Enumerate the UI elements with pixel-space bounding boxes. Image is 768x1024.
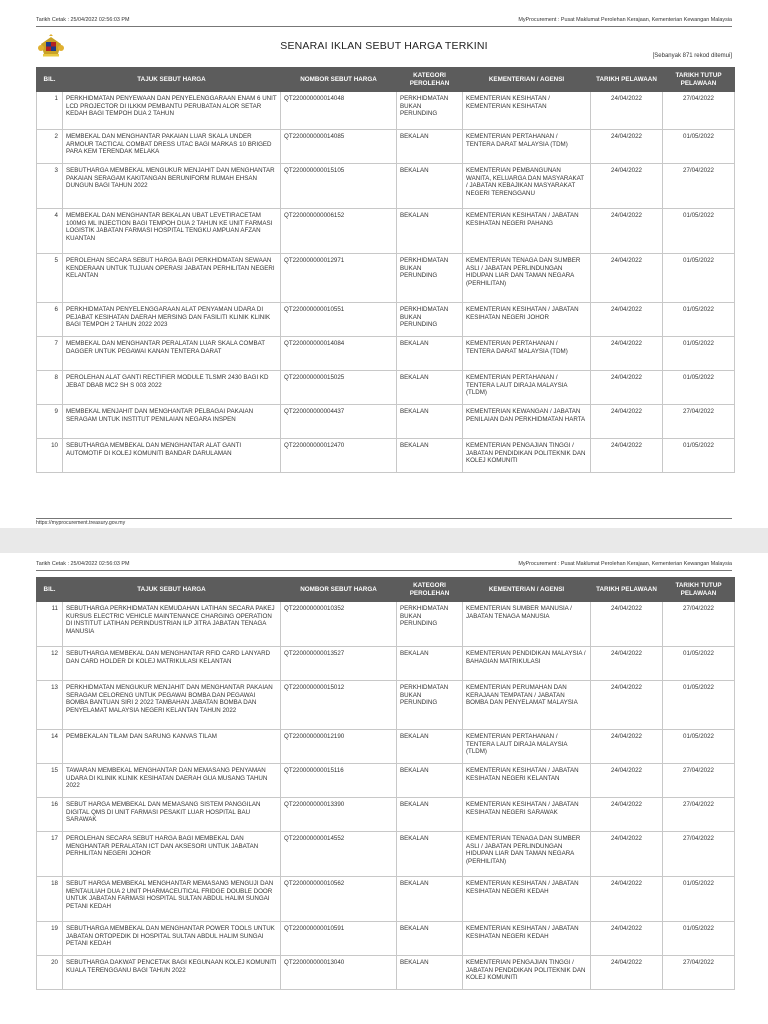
cell-tarikh-tutup: 01/05/2022 [663,877,735,922]
cell-tarikh-tutup: 27/04/2022 [663,798,735,832]
table-body [37,92,735,473]
cell-nombor: QT220000000004437 [281,405,397,439]
cell-tarikh-tutup: 01/05/2022 [663,371,735,405]
cell-kategori: PERKHIDMATAN BUKAN PERUNDING [397,303,463,337]
cell-tajuk: MEMBEKAL DAN MENGHANTAR BEKALAN UBAT LEVETIRACETAM 100MG ML INJECTION BAGI TEMPOH DUA 2 TAHUN KE UNIT FARMASI LOGISTIK JABATAN FARMASI HOSPITAL TENGKU AMPUAN AFZAN KUANTAN [63,209,281,254]
table-row [37,647,735,681]
table-body [37,602,735,990]
cell-kategori: BEKALAN [397,164,463,209]
print-source: MyProcurement : Pusat Maklumat Perolehan Kerajaan, Kementerian Kewangan Malaysia [518,561,732,567]
cell-tajuk: PEROLEHAN SECARA SEBUT HARGA BAGI PERKHIDMATAN SEWAAN KENDERAAN UNTUK TUJUAN OPERASI JABATAN PERHILITAN NEGERI KELANTAN [63,254,281,303]
table-row [37,439,735,473]
col-header-kategori: KATEGORI PEROLEHAN [397,68,463,92]
cell-kementerian: KEMENTERIAN PERTAHANAN / TENTERA LAUT DIRAJA MALAYSIA (TLDM) [463,371,591,405]
cell-tajuk: PEMBEKALAN TILAM DAN SARUNG KANVAS TILAM [63,730,281,764]
cell-tarikh-tutup: 27/04/2022 [663,832,735,877]
col-header-bil: BIL. [37,68,63,92]
cell-nombor: QT220000000010562 [281,877,397,922]
cell-kementerian: KEMENTERIAN KESIHATAN / KEMENTERIAN KESIHATAN [463,92,591,130]
cell-kementerian: KEMENTERIAN KESIHATAN / JABATAN KESIHATAN NEGERI KEDAH [463,877,591,922]
table-header-row [37,68,735,92]
cell-bil: 7 [37,337,63,371]
cell-tajuk: MEMBEKAL MENJAHIT DAN MENGHANTAR PELBAGAI PAKAIAN SERAGAM UNTUK INSTITUT PENILAIAN NEGARA INSPEN [63,405,281,439]
cell-nombor: QT220000000013040 [281,956,397,990]
cell-kategori: BEKALAN [397,130,463,164]
cell-nombor: QT220000000010352 [281,602,397,647]
table-row [37,798,735,832]
print-source: MyProcurement : Pusat Maklumat Perolehan Kerajaan, Kementerian Kewangan Malaysia [518,17,732,23]
cell-nombor: QT220000000010591 [281,922,397,956]
cell-nombor: QT220000000014048 [281,92,397,130]
cell-tarikh-pelawaan: 24/04/2022 [591,681,663,730]
cell-nombor: QT220000000015105 [281,164,397,209]
record-count: [Sebanyak 871 rekod ditemui] [652,53,732,59]
cell-kementerian: KEMENTERIAN PEMBANGUNAN WANITA, KELUARGA DAN MASYARAKAT / JABATAN KEBAJIKAN MASYARAKAT NEGERI TERENGGANU [463,164,591,209]
cell-kategori: BEKALAN [397,730,463,764]
footer-url: https://myprocurement.treasury.gov.my [36,520,126,526]
cell-kementerian: KEMENTERIAN PENGAJIAN TINGGI / JABATAN PENDIDIKAN POLITEKNIK DAN KOLEJ KOMUNITI [463,956,591,990]
cell-tarikh-tutup: 27/04/2022 [663,602,735,647]
table-row [37,92,735,130]
cell-kementerian: KEMENTERIAN KESIHATAN / JABATAN KESIHATAN NEGERI KELANTAN [463,764,591,798]
cell-tarikh-pelawaan: 24/04/2022 [591,209,663,254]
table-row [37,405,735,439]
cell-tajuk: MEMBEKAL DAN MENGHANTAR PERALATAN LUAR SKALA COMBAT DAGGER UNTUK PEGAWAI KANAN TENTERA DARAT [63,337,281,371]
table-row [37,337,735,371]
cell-tajuk: SEBUTHARGA MEMBEKAL DAN MENGHANTAR RFID CARD LANYARD DAN CARD HOLDER DI KOLEJ MATRIKULASI KELANTAN [63,647,281,681]
cell-kementerian: KEMENTERIAN SUMBER MANUSIA / JABATAN TENAGA MANUSIA [463,602,591,647]
table-row [37,730,735,764]
cell-tarikh-tutup: 27/04/2022 [663,956,735,990]
cell-nombor: QT220000000014552 [281,832,397,877]
cell-bil: 6 [37,303,63,337]
cell-bil: 1 [37,92,63,130]
cell-tajuk: PERKHIDMATAN PENYEWAAN DAN PENYELENGGARAAN ENAM 6 UNIT LCD PROJECTOR DI ILKKM PEMBANTU PERUBATAN ALOR SETAR KEDAH BAGI TEMPOH DUA 2 TAHUN [63,92,281,130]
cell-tarikh-tutup: 01/05/2022 [663,303,735,337]
table-row [37,371,735,405]
cell-bil: 17 [37,832,63,877]
cell-tarikh-pelawaan: 24/04/2022 [591,956,663,990]
cell-kementerian: KEMENTERIAN KESIHATAN / JABATAN KESIHATAN NEGERI JOHOR [463,303,591,337]
cell-nombor: QT220000000012470 [281,439,397,473]
cell-kategori: PERKHIDMATAN BUKAN PERUNDING [397,92,463,130]
cell-nombor: QT220000000012971 [281,254,397,303]
cell-kementerian: KEMENTERIAN KEWANGAN / JABATAN PENILAIAN DAN PERKHIDMATAN HARTA [463,405,591,439]
cell-bil: 14 [37,730,63,764]
cell-tarikh-pelawaan: 24/04/2022 [591,730,663,764]
cell-kategori: BEKALAN [397,439,463,473]
cell-tarikh-pelawaan: 24/04/2022 [591,303,663,337]
cell-bil: 19 [37,922,63,956]
cell-tarikh-tutup: 01/05/2022 [663,254,735,303]
cell-kategori: PERKHIDMATAN BUKAN PERUNDING [397,254,463,303]
print-date: Tarikh Cetak : 25/04/2022 02:56:03 PM [36,561,130,567]
col-header-kementerian: KEMENTERIAN / AGENSI [463,578,591,602]
col-header-tarikh-pelawaan: TARIKH PELAWAAN [591,68,663,92]
cell-kategori: BEKALAN [397,337,463,371]
cell-tarikh-pelawaan: 24/04/2022 [591,798,663,832]
table-row [37,832,735,877]
cell-tarikh-pelawaan: 24/04/2022 [591,439,663,473]
col-header-kategori: KATEGORI PEROLEHAN [397,578,463,602]
cell-kementerian: KEMENTERIAN KESIHATAN / JABATAN KESIHATAN NEGERI SARAWAK [463,798,591,832]
cell-tajuk: PEROLEHAN ALAT GANTI RECTIFIER MODULE TLSMR 2430 BAGI KD JEBAT DBAB MC2 SH S 003 2022 [63,371,281,405]
table-row [37,303,735,337]
col-header-tarikh-tutup: TARIKH TUTUP PELAWAAN [663,578,735,602]
col-header-tarikh-pelawaan: TARIKH PELAWAAN [591,578,663,602]
cell-kategori: PERKHIDMATAN BUKAN PERUNDING [397,681,463,730]
cell-kategori: BEKALAN [397,371,463,405]
cell-kategori: BEKALAN [397,209,463,254]
cell-nombor: QT220000000015116 [281,764,397,798]
cell-tarikh-pelawaan: 24/04/2022 [591,405,663,439]
cell-tajuk: PERKHIDMATAN MENGUKUR MENJAHIT DAN MENGHANTAR PAKAIAN SERAGAM CELORENG UNTUK PEGAWAI BOMBA DAN PEGAWAI BOMBA BANTUAN SIRI 2 2022 TAMBAHAN JABATAN BOMBA DAN PENYELAMAT MALAYSIA NEGERI KELANTAN TAHUN 2022 [63,681,281,730]
col-header-kementerian: KEMENTERIAN / AGENSI [463,68,591,92]
cell-nombor: QT220000000015012 [281,681,397,730]
cell-tajuk: SEBUTHARGA DAKWAT PENCETAK BAGI KEGUNAAN KOLEJ KOMUNITI KUALA TERENGGANU BAGI TAHUN 2022 [63,956,281,990]
cell-kategori: BEKALAN [397,798,463,832]
cell-tajuk: SEBUT HARGA MEMBEKAL DAN MEMASANG SISTEM PANGGILAN DIGITAL QMS DI UNIT FARMASI PESAKIT LUAR HOSPITAL BAU SARAWAK [63,798,281,832]
cell-bil: 16 [37,798,63,832]
cell-kategori: BEKALAN [397,832,463,877]
table-row [37,922,735,956]
cell-tajuk: MEMBEKAL DAN MENGHANTAR PAKAIAN LUAR SKALA UNDER ARMOUR TACTICAL COMBAT DRESS UTAC BAGI MARKAS 10 BRIGED PARA KEM TERENDAK MELAKA [63,130,281,164]
cell-tarikh-tutup: 01/05/2022 [663,439,735,473]
cell-bil: 18 [37,877,63,922]
cell-bil: 9 [37,405,63,439]
table-row [37,254,735,303]
cell-bil: 15 [37,764,63,798]
tender-table [36,577,735,990]
cell-nombor: QT220000000010551 [281,303,397,337]
cell-tajuk: TAWARAN MEMBEKAL MENGHANTAR DAN MEMASANG PENYAMAN UDARA DI KLINIK KLINIK KESIHATAN DAERAH GUA MUSANG TAHUN 2022 [63,764,281,798]
col-header-tajuk: TAJUK SEBUT HARGA [63,68,281,92]
cell-tarikh-pelawaan: 24/04/2022 [591,371,663,405]
cell-tarikh-tutup: 01/05/2022 [663,130,735,164]
cell-bil: 5 [37,254,63,303]
header-divider [36,26,732,27]
cell-tarikh-pelawaan: 24/04/2022 [591,877,663,922]
table-row [37,877,735,922]
cell-tarikh-tutup: 01/05/2022 [663,209,735,254]
cell-kategori: BEKALAN [397,877,463,922]
cell-bil: 3 [37,164,63,209]
tender-table [36,67,735,473]
cell-tarikh-tutup: 27/04/2022 [663,164,735,209]
cell-tarikh-pelawaan: 24/04/2022 [591,164,663,209]
cell-bil: 13 [37,681,63,730]
cell-bil: 10 [37,439,63,473]
cell-bil: 11 [37,602,63,647]
cell-kategori: BEKALAN [397,764,463,798]
cell-kategori: BEKALAN [397,922,463,956]
table-header-row [37,578,735,602]
col-header-nombor: NOMBOR SEBUT HARGA [281,578,397,602]
cell-tarikh-pelawaan: 24/04/2022 [591,922,663,956]
cell-kategori: PERKHIDMATAN BUKAN PERUNDING [397,602,463,647]
cell-nombor: QT220000000015025 [281,371,397,405]
cell-kementerian: KEMENTERIAN PERUMAHAN DAN KERAJAAN TEMPATAN / JABATAN BOMBA DAN PENYELAMAT MALAYSIA [463,681,591,730]
cell-tarikh-pelawaan: 24/04/2022 [591,254,663,303]
cell-kementerian: KEMENTERIAN TENAGA DAN SUMBER ASLI / JABATAN PERLINDUNGAN HIDUPAN LIAR DAN TAMAN NEGARA (PERHILITAN) [463,832,591,877]
cell-tajuk: PERKHIDMATAN PENYELENGGARAAN ALAT PENYAMAN UDARA DI PEJABAT KESIHATAN DAERAH MERSING DAN FASILITI KLINIK KLINIK BAGI TEMPOH 2 TAHUN 2022 2023 [63,303,281,337]
col-header-tarikh-tutup: TARIKH TUTUP PELAWAAN [663,68,735,92]
cell-kementerian: KEMENTERIAN PERTAHANAN / TENTERA LAUT DIRAJA MALAYSIA (TLDM) [463,730,591,764]
page-title: SENARAI IKLAN SEBUT HARGA TERKINI [280,40,488,52]
cell-bil: 8 [37,371,63,405]
footer-divider [36,518,732,519]
table-row [37,956,735,990]
table-row [37,130,735,164]
cell-tarikh-pelawaan: 24/04/2022 [591,337,663,371]
page-gap [0,528,768,553]
cell-tarikh-pelawaan: 24/04/2022 [591,92,663,130]
cell-nombor: QT220000000014085 [281,130,397,164]
cell-nombor: QT220000000006152 [281,209,397,254]
cell-tarikh-pelawaan: 24/04/2022 [591,602,663,647]
cell-bil: 12 [37,647,63,681]
col-header-bil: BIL. [37,578,63,602]
document-page-2 [0,553,768,1024]
cell-kategori: BEKALAN [397,647,463,681]
cell-nombor: QT220000000013390 [281,798,397,832]
cell-kementerian: KEMENTERIAN PERTAHANAN / TENTERA DARAT MALAYSIA (TDM) [463,337,591,371]
cell-tajuk: SEBUTHARGA MEMBEKAL DAN MENGHANTAR POWER TOOLS UNTUK JABATAN ORTOPEDIK DI HOSPITAL SULTAN ABDUL HALIM SUNGAI PETANI KEDAH [63,922,281,956]
col-header-nombor: NOMBOR SEBUT HARGA [281,68,397,92]
cell-kementerian: KEMENTERIAN PERTAHANAN / TENTERA DARAT MALAYSIA (TDM) [463,130,591,164]
cell-tarikh-tutup: 27/04/2022 [663,764,735,798]
cell-nombor: QT220000000014084 [281,337,397,371]
cell-kategori: BEKALAN [397,956,463,990]
cell-kementerian: KEMENTERIAN KESIHATAN / JABATAN KESIHATAN NEGERI PAHANG [463,209,591,254]
cell-nombor: QT220000000013527 [281,647,397,681]
cell-tarikh-pelawaan: 24/04/2022 [591,130,663,164]
cell-tarikh-pelawaan: 24/04/2022 [591,764,663,798]
cell-tarikh-tutup: 01/05/2022 [663,337,735,371]
cell-tajuk: SEBUTHARGA MEMBEKAL DAN MENGHANTAR ALAT GANTI AUTOMOTIF DI KOLEJ KOMUNITI BANDAR DARULAMAN [63,439,281,473]
cell-kementerian: KEMENTERIAN PENGAJIAN TINGGI / JABATAN PENDIDIKAN POLITEKNIK DAN KOLEJ KOMUNITI [463,439,591,473]
cell-tarikh-tutup: 01/05/2022 [663,730,735,764]
cell-kementerian: KEMENTERIAN KESIHATAN / JABATAN KESIHATAN NEGERI KEDAH [463,922,591,956]
cell-tarikh-pelawaan: 24/04/2022 [591,832,663,877]
table-row [37,764,735,798]
cell-tarikh-tutup: 01/05/2022 [663,647,735,681]
cell-kategori: BEKALAN [397,405,463,439]
cell-tajuk: SEBUTHARGA MEMBEKAL MENGUKUR MENJAHIT DAN MENGHANTAR PAKAIAN SERAGAM KAKITANGAN BERUNIFORM RUMAH EHSAN DUNGUN BAGI TAHUN 2022 [63,164,281,209]
table-row [37,209,735,254]
cell-tajuk: PEROLEHAN SECARA SEBUT HARGA BAGI MEMBEKAL DAN MENGHANTAR PERALATAN ICT DAN AKSESORI UNTUK JABATAN PERHILITAN NEGERI JOHOR [63,832,281,877]
table-row [37,164,735,209]
cell-tarikh-tutup: 27/04/2022 [663,405,735,439]
cell-kementerian: KEMENTERIAN PENDIDIKAN MALAYSIA / BAHAGIAN MATRIKULASI [463,647,591,681]
table-row [37,681,735,730]
cell-tarikh-tutup: 27/04/2022 [663,92,735,130]
cell-tarikh-pelawaan: 24/04/2022 [591,647,663,681]
cell-bil: 4 [37,209,63,254]
header-divider [36,570,732,571]
cell-nombor: QT220000000012190 [281,730,397,764]
cell-bil: 20 [37,956,63,990]
print-date: Tarikh Cetak : 25/04/2022 02:56:03 PM [36,17,130,23]
col-header-tajuk: TAJUK SEBUT HARGA [63,578,281,602]
table-row [37,602,735,647]
cell-tajuk: SEBUT HARGA MEMBEKAL MENGHANTAR MEMASANG MENGUJI DAN MENTAULIAH DUA 2 UNIT PHARMACEUTICAL FRIDGE DOUBLE DOOR UNTUK JABATAN FARMASI HOSPITAL SULTAN ABDUL HALIM SUNGAI PETANI KEDAH [63,877,281,922]
cell-tajuk: SEBUTHARGA PERKHIDMATAN KEMUDAHAN LATIHAN SECARA PAKEJ KURSUS ELECTRIC VEHICLE MAINTENANCE CHARGING OPERATION DI INSTITUT LATIHAN PERINDUSTRIAN ILP JITRA JABATAN TENAGA MANUSIA [63,602,281,647]
cell-tarikh-tutup: 01/05/2022 [663,922,735,956]
cell-kementerian: KEMENTERIAN TENAGA DAN SUMBER ASLI / JABATAN PERLINDUNGAN HIDUPAN LIAR DAN TAMAN NEGARA (PERHILITAN) [463,254,591,303]
cell-tarikh-tutup: 01/05/2022 [663,681,735,730]
cell-bil: 2 [37,130,63,164]
